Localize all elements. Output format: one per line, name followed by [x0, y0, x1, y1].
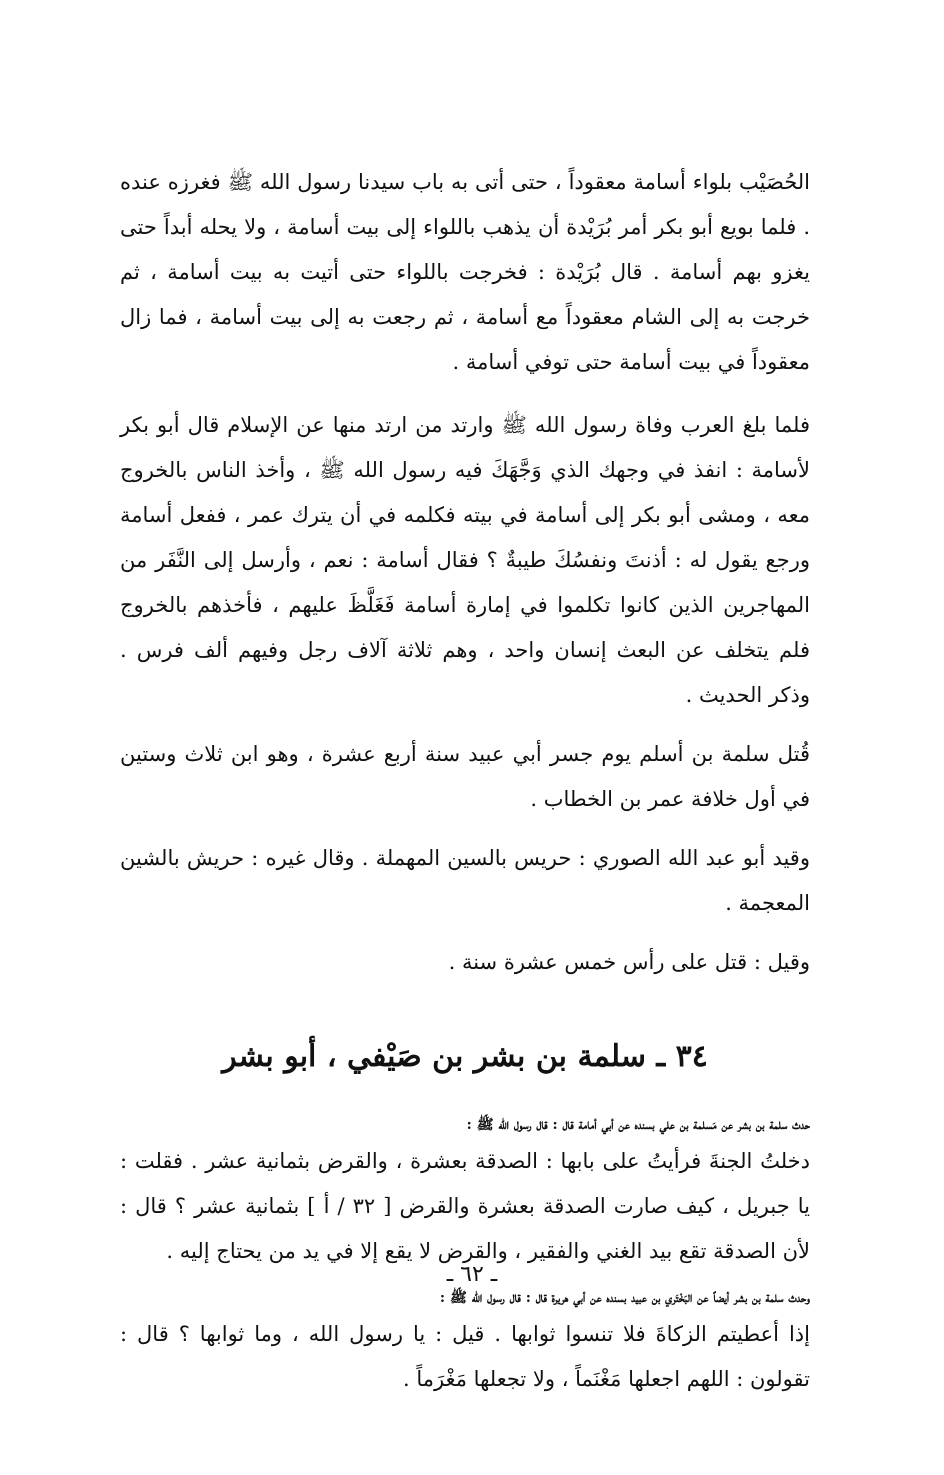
hadith-2-text: إذا أعطيتم الزكاةَ فلا تنسوا ثوابها . قيل : يا رسول الله ، وما ثوابها ؟ قال : تقولون : اللهم اجعلها مَغْنَماً ، ولا تجعلها مَغْرَماً . — [120, 1322, 810, 1391]
hadith-1-isnad: حدث سلمة بن بشر عن مَسلمة بن علي بسنده عن أبي أمامة قال : قال رسول الله ﷺ : — [466, 1117, 810, 1133]
paragraph-usama-banner: الحُصَيْب بلواء أسامة معقوداً ، حتى أتى به باب سيدنا رسول الله ﷺ فغرزه عنده . فلما بويع أبو بكر أمر بُرَيْدة أن يذهب باللواء إلى بيت أسامة ، ولا يحله أبداً حتى يغزو بهم أسامة . قال بُرَيْدة : فخرجت باللواء حتى أتيت به بيت أسامة ، ثم خرجت به إلى الشام معقوداً مع أسامة ، ثم رجعت به إلى بيت أسامة ، فما زال معقوداً في بيت أسامة حتى توفي أسامة . — [120, 170, 810, 374]
hadith-1-text: دخلتُ الجنةَ فرأيتُ على بابها : الصدقة بعشرة ، والقرض بثمانية عشر . فقلت : يا جبريل ، كيف صارت الصدقة بعشرة والقرض [ ٣٢ / أ ] بثمانية عشر ؟ قال : لأن الصدقة تقع بيد الغني والفقير ، والقرض لا يقع إلا في يد من يحتاج إليه . — [120, 1149, 810, 1263]
paragraph-name-note: وقيد أبو عبد الله الصوري : حريس بالسين المهملة . وقال غيره : حريش بالشين المعجمة . — [120, 846, 810, 915]
paragraph-other-report: وقيل : قتل على رأس خمس عشرة سنة . — [448, 950, 810, 974]
section-heading: ٣٤ ـ سلمة بن بشر بن صَيْفي ، أبو بشر — [222, 1039, 708, 1074]
paragraph-abu-bakr-army: فلما بلغ العرب وفاة رسول الله ﷺ وارتد من ارتد منها عن الإسلام قال أبو بكر لأسامة : انفذ في وجهك الذي وَجَّهَكَ فيه رسول الله ﷺ ، وأخذ الناس بالخروج معه ، ومشى أبو بكر إلى أسامة في بيته فكلمه في أن يترك عمر ، ففعل أسامة ورجع يقول له : أذنتَ ونفسُكَ طيبةٌ ؟ فقال أسامة : نعم ، وأرسل إلى النَّفَر من المهاجرين الذين كانوا تكلموا في إمارة أسامة فَغَلَّظَ عليهم ، فأخذهم بالخروج فلم يتخلف عن البعث إنسان واحد ، وهم ثلاثة آلاف رجل وفيهم ألف فرس . وذكر الحديث . — [120, 413, 810, 707]
page-body — [120, 160, 810, 1402]
page-number: ـ ٦٢ ـ — [446, 1262, 498, 1287]
paragraph-salama-death: قُتل سلمة بن أسلم يوم جسر أبي عبيد سنة أربع عشرة ، وهو ابن ثلاث وستين في أول خلافة عمر بن الخطاب . — [120, 742, 810, 811]
hadith-2-isnad: وحدث سلمة بن بشر أيضاً عن البَخْتَري بن عبيد بسنده عن أبي هريرة قال : قال رسول الله ﷺ : — [439, 1290, 810, 1306]
